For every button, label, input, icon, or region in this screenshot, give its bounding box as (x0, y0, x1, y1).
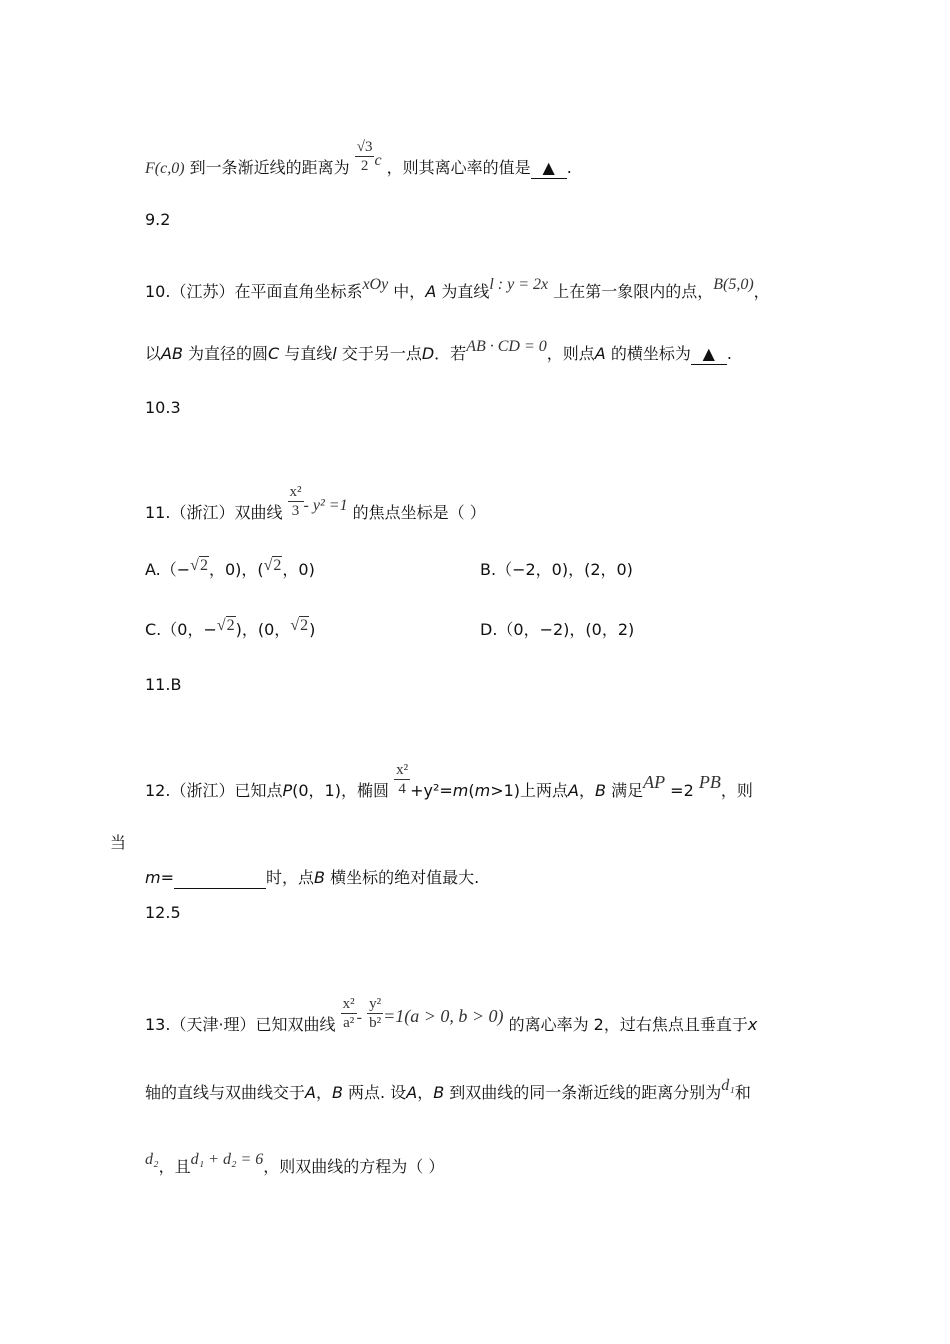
sqrt-icon: √2 (190, 557, 208, 574)
q13-d1: d₁ (721, 1077, 735, 1094)
q11-optA-label: A. (145, 560, 161, 579)
q12-A: A (568, 781, 579, 800)
q10-answer-blank: ▲ (691, 344, 727, 365)
q10-D: D (421, 344, 435, 363)
q13-prefix: 13.（天津·理）已知双曲线 (145, 1015, 336, 1034)
q12-line-3 (145, 868, 479, 889)
q12-answer-blank (174, 868, 266, 889)
q12-l3-eq: = (160, 868, 174, 887)
q12-line-1 (145, 762, 753, 810)
q13-A2: A (406, 1083, 418, 1102)
q10-C: C (268, 344, 280, 363)
q10-line-1 (145, 276, 770, 303)
q10-t1: 中， (388, 282, 426, 301)
q10-pointB: B(5,0) (713, 276, 754, 293)
q12-eq4: =2 (665, 781, 699, 800)
q13-line-3 (145, 1151, 445, 1178)
q12-answer: 12.5 (145, 903, 181, 922)
q10-l2-t1: 以 (145, 344, 162, 363)
q11-option-a (145, 557, 315, 581)
q11-frac-den: 3 (291, 503, 300, 519)
q12-t3: ，则 (720, 781, 753, 800)
q9-fraction (355, 138, 375, 175)
q12-vec-PB: PB (698, 772, 721, 792)
q11-optC-r2: 2 (300, 617, 309, 634)
q11-line (145, 484, 486, 532)
q10-A2: A (594, 344, 606, 363)
q9-line (145, 139, 572, 187)
q11-frac-num: x² (289, 484, 302, 500)
q12-l3-m: m (145, 868, 161, 887)
q10-l2-t4: 交于另一点 (336, 344, 422, 363)
q10-l2-t3: 与直线 (279, 344, 333, 363)
q11-eq-rest: - y² =1 (303, 497, 348, 514)
q10-A: A (425, 282, 437, 301)
q13-l2-t2: ， (315, 1083, 332, 1102)
q13-l2-t4: ， (417, 1083, 434, 1102)
sqrt-icon: √2 (263, 557, 282, 574)
q10-t2: 为直线 (436, 282, 490, 301)
q13-t1: 的离心率为 2，过右焦点且垂直于 (508, 1015, 748, 1034)
q13-l2-t1: 轴的直线与双曲线交于 (145, 1083, 306, 1102)
q10-line-eq: l : y = 2x (489, 276, 549, 293)
q13-f1-den: a² (343, 1015, 355, 1031)
q11-optA-p3: ，0) (282, 560, 315, 579)
q12-l3-t: 时，点 (266, 868, 315, 887)
q9-frac-num: √3 (356, 139, 373, 155)
q11-optA-r1: 2 (199, 557, 208, 574)
q13-f2-den: b² (369, 1015, 382, 1031)
q12-pcoord: (0，1)，椭圆 (292, 781, 389, 800)
q11-optC-p2: )，(0， (235, 620, 291, 639)
q10-l: l (332, 344, 337, 363)
q9-answer-blank: ▲ (531, 158, 567, 179)
q13-minus: - (356, 1009, 362, 1026)
q9-end: . (566, 158, 572, 177)
q9-point: F(c,0) (145, 160, 185, 177)
q13-f2-num: y² (369, 996, 382, 1012)
q10-l2-t5: ．若 (434, 344, 467, 363)
q10-AB: AB (161, 344, 183, 363)
q13-line-1 (145, 996, 758, 1044)
q10-t3: 上在第一象限内的点， (548, 282, 714, 301)
q11-optA-p2: ，0)，( (208, 560, 264, 579)
q11-answer: 11.B (145, 675, 182, 694)
q12-t2: 满足 (606, 781, 644, 800)
q12-eq: +y²= (410, 781, 453, 800)
q13-x: x (747, 1015, 758, 1034)
q13-B: B (331, 1083, 343, 1102)
q10-l2-t7: 的横坐标为 (605, 344, 691, 363)
q10-l2-t2: 为直径的圆 (182, 344, 269, 363)
q10-dot-product: AB · CD = 0 (466, 338, 547, 355)
q11-prefix: 11.（浙江）双曲线 (145, 503, 283, 522)
q12-P: P (282, 781, 293, 800)
q13-l3-t2: ，则双曲线的方程为（ ） (263, 1157, 445, 1176)
q11-fraction (288, 483, 304, 520)
q11-optC-r1: 2 (226, 617, 235, 634)
q10-end: . (726, 344, 732, 363)
q12-frac-num: x² (396, 762, 409, 778)
q12-l3-B: B (314, 868, 325, 887)
q13-condition: =1(a > 0, b > 0) (383, 1006, 504, 1026)
q11-option-c (145, 617, 316, 641)
q9-frac-den: 2 (360, 158, 369, 174)
q12-prefix: 12.（浙江）已知点 (145, 781, 283, 800)
q11-option-d: D.（0，−2)，(0，2) (480, 620, 635, 639)
q13-fraction-1 (341, 995, 357, 1032)
q13-d2: d₂ (145, 1151, 159, 1168)
q10-t4: ， (753, 282, 770, 301)
q13-l2-t6: 和 (734, 1083, 751, 1102)
q12-fraction (394, 761, 410, 798)
q10-line-2 (145, 338, 732, 365)
q10-coord: xOy (362, 276, 389, 293)
q12-t1: ， (579, 781, 596, 800)
q12-B: B (595, 781, 606, 800)
q9-text-a: 到一条渐近线的距离为 (189, 158, 350, 177)
q11-optC-p1: （0，− (161, 620, 217, 639)
q12-vec-AP: AP (643, 772, 666, 792)
q12-eq3: >1)上两点 (490, 781, 569, 800)
q13-l2-t5: 到双曲线的同一条渐近线的距离分别为 (444, 1083, 722, 1102)
q12-wrap: 当 (110, 833, 127, 852)
q13-fraction-2 (367, 995, 383, 1032)
q13-A: A (305, 1083, 316, 1102)
q11-optC-p3: ) (309, 620, 316, 639)
q12-eq2: ( (468, 781, 475, 800)
q11-optC-label: C. (145, 620, 162, 639)
q12-m2: m (474, 781, 491, 800)
q12-m: m (452, 781, 469, 800)
q10-l2-t6: ，则点 (546, 344, 595, 363)
q10-prefix: 10.（江苏）在平面直角坐标系 (145, 282, 363, 301)
q10-answer: 10.3 (145, 398, 181, 417)
q13-l2-t3: 两点. 设 (342, 1083, 407, 1102)
q11-optA-p1: （− (160, 560, 191, 579)
sqrt-icon: √2 (290, 617, 309, 634)
q9-frac-var: c (374, 152, 382, 169)
q13-l3-t1: ，且 (158, 1157, 191, 1176)
q11-suffix: 的焦点坐标是（ ） (352, 503, 486, 522)
q9-answer: 9.2 (145, 210, 171, 229)
q13-sum: d₁ + d₂ = 6 (190, 1151, 264, 1168)
q13-f1-num: x² (342, 996, 355, 1012)
q12-l3-rest: 横坐标的绝对值最大. (325, 868, 480, 887)
q13-line-2 (145, 1077, 751, 1104)
q11-option-b: B.（−2，0)，(2，0) (480, 560, 633, 579)
q13-B2: B (433, 1083, 445, 1102)
q11-optA-r2: 2 (273, 557, 282, 574)
sqrt-icon: √2 (216, 617, 235, 634)
q12-frac-den: 4 (398, 781, 406, 797)
q9-text-b: ，则其离心率的值是 (386, 158, 531, 177)
